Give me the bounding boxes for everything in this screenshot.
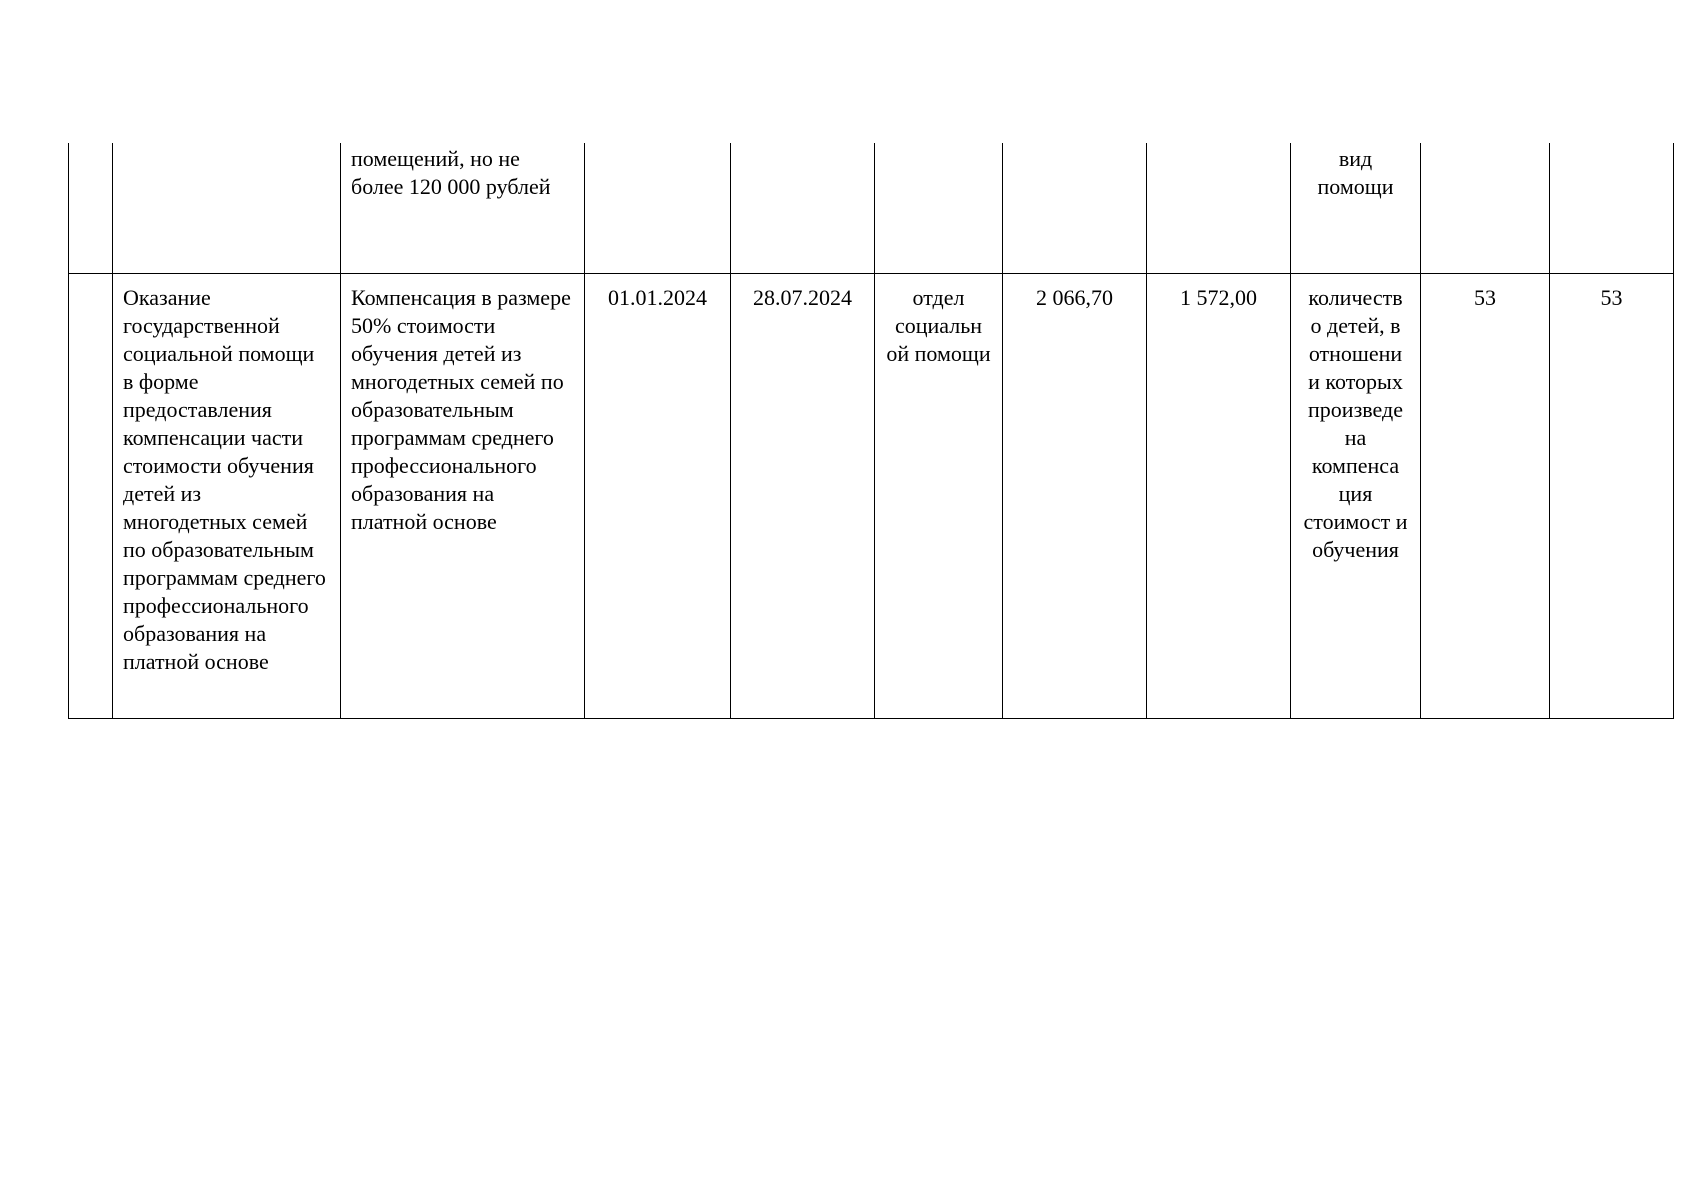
start-date-cell — [585, 143, 731, 274]
end-date-cell — [731, 143, 875, 274]
condition-cell: помещений, но не более 120 000 рублей — [341, 143, 585, 274]
condition-cell: Компенсация в размере 50% стоимости обучения детей из многодетных семей по образовательным программам среднего профессионального образования на платной основе — [341, 274, 585, 719]
row-number-cell — [69, 143, 113, 274]
indicator-actual-cell: 53 — [1550, 274, 1674, 719]
indicator-actual-cell — [1550, 143, 1674, 274]
amount-planned-cell — [1003, 143, 1147, 274]
indicator-planned-cell: 53 — [1421, 274, 1550, 719]
row-number-cell — [69, 274, 113, 719]
indicator-planned-cell — [1421, 143, 1550, 274]
document-table — [68, 143, 1674, 719]
amount-planned-cell: 2 066,70 — [1003, 274, 1147, 719]
responsible-cell: отдел социальн ой помощи — [875, 274, 1003, 719]
responsible-cell — [875, 143, 1003, 274]
indicator-cell: вид помощи — [1291, 143, 1421, 274]
amount-actual-cell: 1 572,00 — [1147, 274, 1291, 719]
indicator-cell: количеств о детей, в отношени и которых произведе на компенса ция стоимост и обучения — [1291, 274, 1421, 719]
start-date-cell: 01.01.2024 — [585, 274, 731, 719]
end-date-cell: 28.07.2024 — [731, 274, 875, 719]
measure-name-cell: Оказание государственной социальной помощи в форме предоставления компенсации части стоимости обучения детей из многодетных семей по образовательным программам среднего профессионального образования на платной основе — [113, 274, 341, 719]
table-row — [69, 143, 1674, 274]
measure-name-cell — [113, 143, 341, 274]
amount-actual-cell — [1147, 143, 1291, 274]
table-row — [69, 274, 1674, 719]
